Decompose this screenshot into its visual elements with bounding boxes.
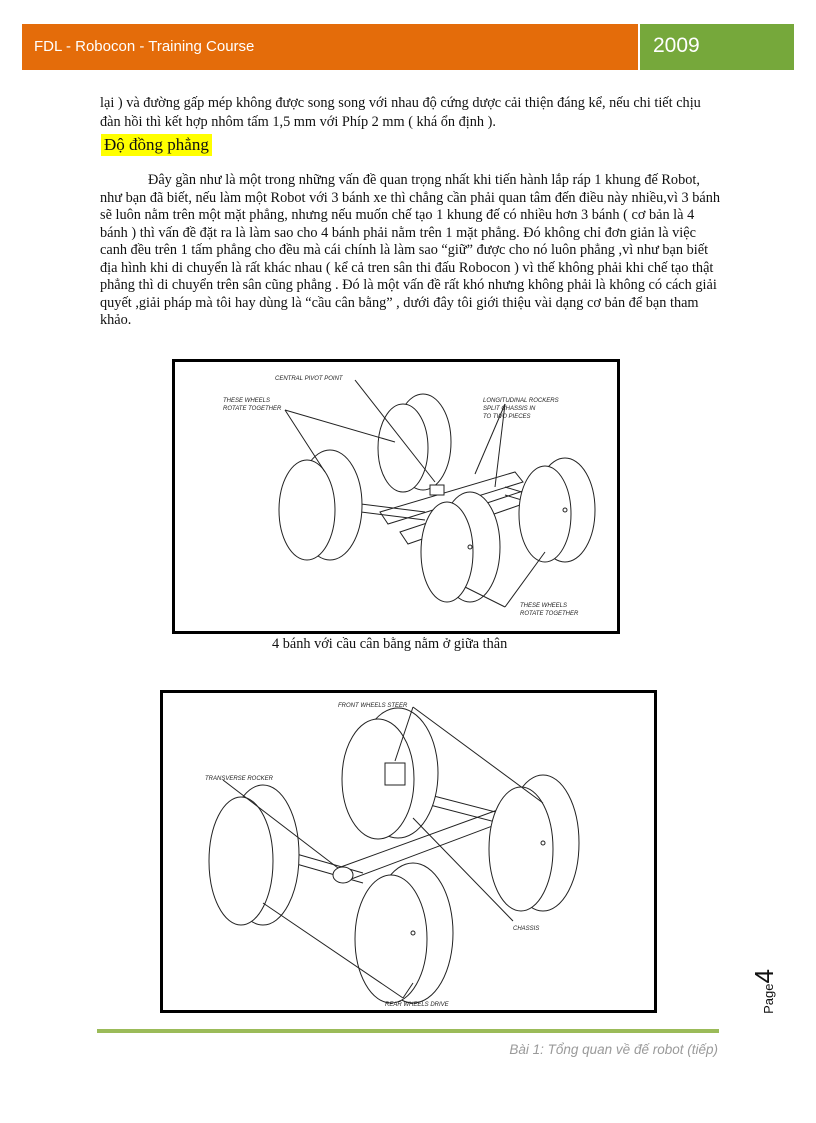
header-year: 2009 [653,34,700,57]
page-word: Page [760,983,776,1014]
fig2-label-rear: REAR WHEELS DRIVE [385,1002,449,1008]
figure-1-caption: 4 bánh với cầu cân bằng nằm ở giữa thân [272,636,508,652]
fig1-label-rockers-line3: TO TWO PIECES [483,414,531,420]
footer-lesson-title: Bài 1: Tổng quan về đế robot (tiếp) [509,1042,718,1057]
fig2-label-transverse: TRANSVERSE ROCKER [205,776,274,782]
page-number-block [748,958,788,1018]
figure-longitudinal-rockers [172,359,620,634]
body-paragraph: Đây gần như là một trong những vấn đề quan trọng nhất khi tiến hành lắp ráp 1 khung đế Robot, như bạn đã biết, nếu làm một Robot với 3 bánh xe thì chẳng cần phải quan tâm đến điều này nhiều,vì 3 bánh sẽ luôn nằm trên một mặt phẳng, nhưng nếu muốn chế tạo 1 khung đế có nhiều hơn 3 bánh ( cơ bản là 4 bánh ) thì vấn đề đặt ra là làm sao cho 4 bánh phải nằm trên 1 mặt phẳng. Đó không chỉ đơn giản là việc canh đều trên 1 tấm phẳng cho đều mà cái chính là làm sao “giữ” được cho nó luôn phẳng ,vì như bạn biết địa hình khi di chuyển là rất khác nhau ( kể cả tren sân thi đấu Robocon ) vì thế không phải khi chế tạo thật phẳng thì di chuyển trên sân cũng phẳng . Đó là một vấn đề rất khó nhưng không phải là không có cách giải quyết ,giải pháp mà tôi hay dùng là “cầu cân bằng” , dưới đây tôi giới thiệu vài dạng cơ bản để bạn tham khảo. [100,172,721,328]
fig1-label-rotate-line1: THESE WHEELS [223,398,271,404]
figure-transverse-rocker [160,690,657,1013]
fig1-label-bottom-line2: ROTATE TOGETHER [520,611,579,617]
header-title-bar [22,24,638,70]
figure-2-drawing [163,693,654,1010]
fig1-label-bottom-line1: THESE WHEELS [520,603,568,609]
fig1-label-rotate-line2: ROTATE TOGETHER [223,406,282,412]
header-title: FDL - Robocon - Training Course [34,38,255,55]
footer-divider [97,1029,719,1033]
intro-paragraph: lại ) và đường gấp mép không được song song với nhau độ cứng dược cải thiện đáng kể, nếu chi tiết chịu đàn hồi thì kết hợp nhôm tấm 1,5 mm với Phíp 2 mm ( khá ổn định ). [100,95,701,130]
fig1-label-rockers-line1: LONGITUDINAL ROCKERS [483,398,559,404]
section-heading: Độ đồng phẳng [101,134,212,156]
fig2-label-chassis: CHASSIS [513,926,540,932]
page-number: 4 [748,969,779,984]
fig1-label-rockers-line2: SPLIT CHASSIS IN [483,406,536,412]
fig1-label-pivot: CENTRAL PIVOT POINT [275,376,343,382]
fig2-label-front: FRONT WHEELS STEER [338,703,408,709]
header-year-bar [640,24,794,70]
figure-1-drawing [175,362,617,631]
